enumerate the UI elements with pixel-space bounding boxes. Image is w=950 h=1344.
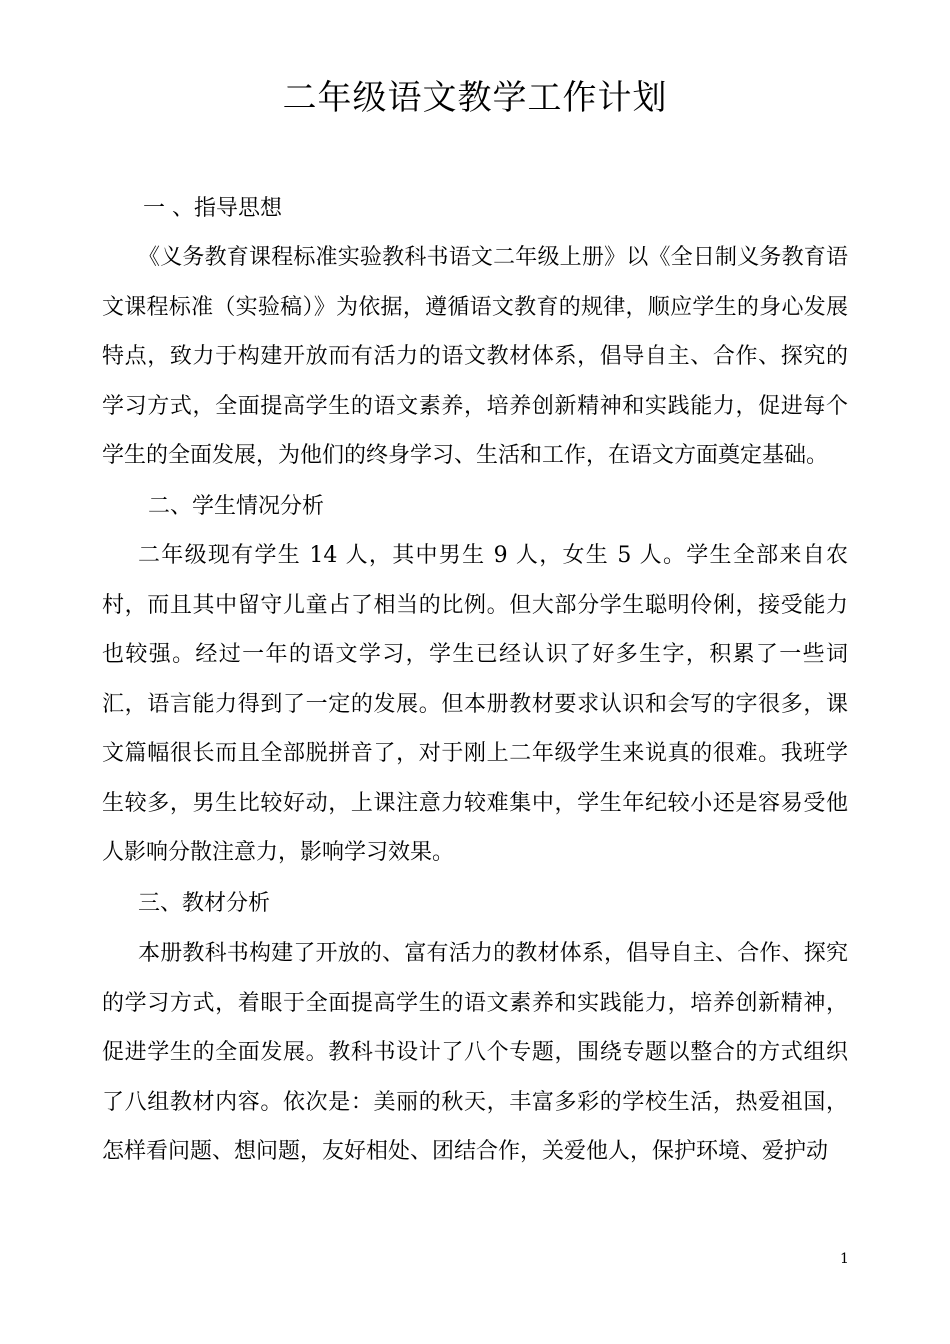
section-paragraph-guiding-ideology: 《义务教育课程标准实验教科书语文二年级上册》以《全日制义务教育语文课程标准（实验稿）》为依据，遵循语文教育的规律，顺应学生的身心发展特点，致力于构建开放而有活力的语文教材体系，倡导自主、合作、探究的学习方式，全面提高学生的语文素养，培养创新精神和实践能力，促进每个学生的全面发展，为他们的终身学习、生活和工作，在语文方面奠定基础。 [102, 245, 848, 468]
section-heading-guiding-ideology: 一 、指导思想 [143, 196, 282, 221]
section-paragraph-student-analysis: 二年级现有学生 14 人，其中男生 9 人，女生 5 人。学生全部来自农村，而且其中留守儿童占了相当的比例。但大部分学生聪明伶俐，接受能力也较强。经过一年的语文学习，学生已经认识了好多生字，积累了一些词汇，语言能力得到了一定的发展。但本册教材要求认识和会写的字很多，课文篇幅很长而且全部脱拼音了，对于刚上二年级学生来说真的很难。我班学生较多，男生比较好动，上课注意力较难集中，学生年纪较小还是容易受他人影响分散注意力，影响学习效果。 [102, 543, 848, 865]
section-heading-textbook-analysis: 三、教材分析 [138, 891, 271, 916]
section-paragraph-textbook-analysis: 本册教科书构建了开放的、富有活力的教材体系，倡导自主、合作、探究的学习方式，着眼于全面提高学生的语文素养和实践能力，培养创新精神，促进学生的全面发展。教科书设计了八个专题，围绕专题以整合的方式组织了八组教材内容。依次是：美丽的秋天，丰富多彩的学校生活，热爱祖国，怎样看问题、想问题，友好相处、团结合作，关爱他人，保护环境、爱护动 [102, 941, 848, 1164]
page-number: 1 [840, 1251, 849, 1267]
document-title: 二年级语文教学工作计划 [282, 78, 668, 118]
section-heading-student-analysis: 二、学生情况分析 [148, 494, 325, 519]
